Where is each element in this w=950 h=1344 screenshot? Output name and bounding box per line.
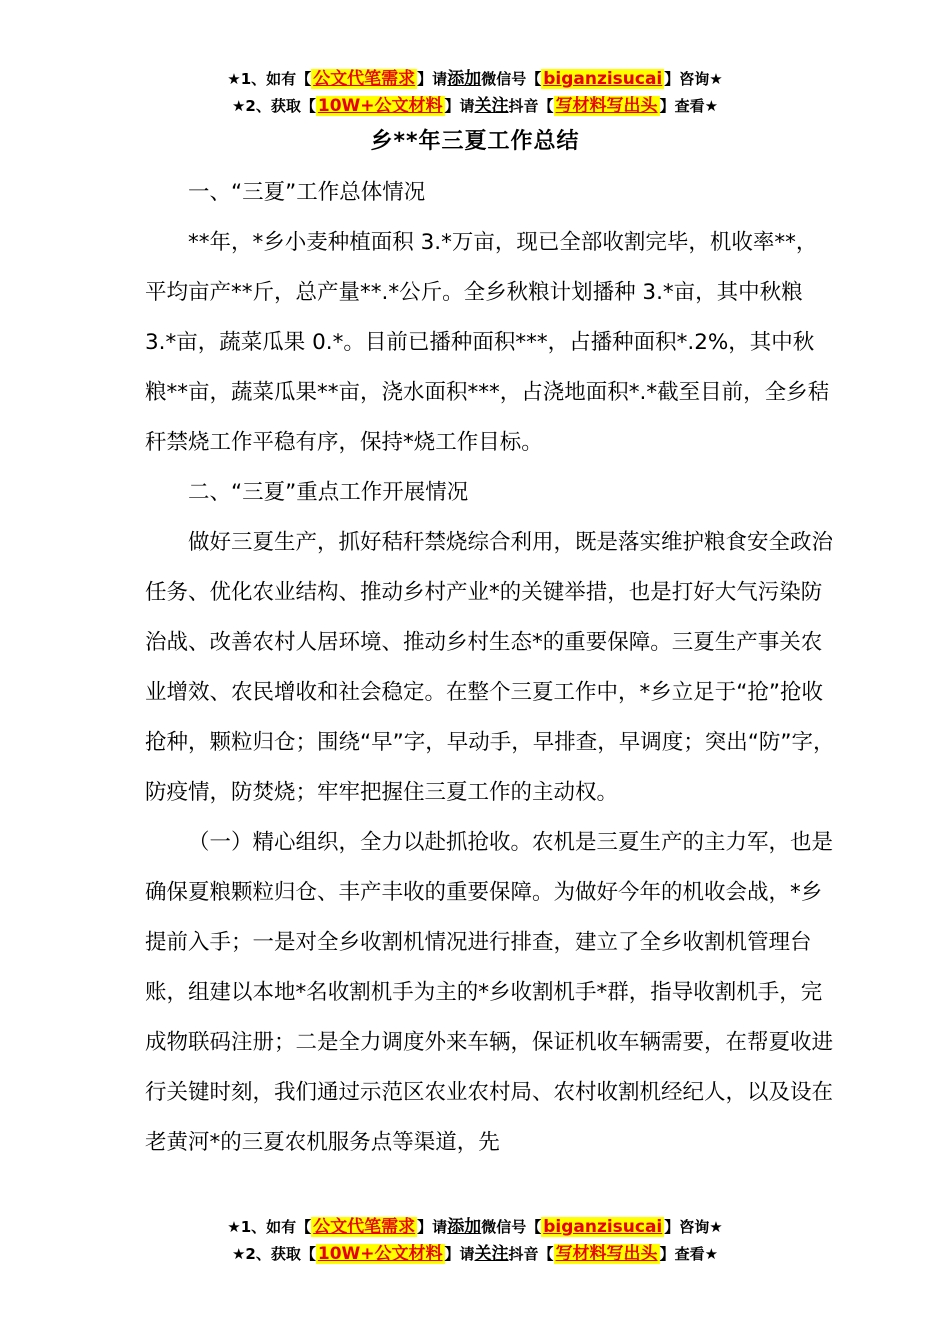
douyin-account: 写材料写出头 bbox=[555, 96, 658, 116]
highlight-text: 10W+公文材料 bbox=[317, 1244, 443, 1264]
underlined-text: 添加 bbox=[447, 1217, 482, 1237]
banner-text: 】请 bbox=[417, 1218, 448, 1236]
banner-line-1 bbox=[0, 1214, 950, 1241]
banner-text: 微信号【 bbox=[481, 70, 542, 88]
banner-text: 】咨询★ bbox=[664, 1218, 723, 1236]
banner-text: ★2、获取【 bbox=[231, 97, 316, 115]
banner-text: 】咨询★ bbox=[664, 70, 723, 88]
body-paragraph: 做好三夏生产，抓好秸秆禁烧综合利用，既是落实维护粮食安全政治任务、优化农业结构、推动乡村产业*的关键举措，也是打好大气污染防治战、改善农村人居环境、推动乡村生态*的重要保障。三夏生产事关农业增效、农民增收和社会稳定。在整个三夏工作中，*乡立足于“抢”抢收抢种，颗粒归仓；围绕“早”字，早动手，早排查，早调度；突出“防”字，防疫情，防焚烧；牢牢把握住三夏工作的主动权。 bbox=[145, 530, 835, 805]
highlight-text: 公文代笔需求 bbox=[313, 69, 416, 89]
section-heading: 二、“三夏”重点工作开展情况 bbox=[188, 480, 469, 505]
banner-text: 】查看★ bbox=[659, 97, 719, 115]
wechat-id: biganzisucai bbox=[543, 1217, 663, 1237]
banner-text: 】请 bbox=[444, 1245, 475, 1263]
banner-text: 】查看★ bbox=[659, 1245, 719, 1263]
banner-text: ★1、如有【 bbox=[227, 70, 312, 88]
document-body bbox=[145, 168, 835, 1168]
body-paragraph: （一）精心组织，全力以赴抓抢收。农机是三夏生产的主力军，也是确保夏粮颗粒归仓、丰产丰收的重要保障。为做好今年的机收会战，*乡提前入手；一是对全乡收割机情况进行排查，建立了全乡收割机管理台账，组建以本地*名收割机手为主的*乡收割机手*群，指导收割机手，完成物联码注册；二是全力调度外来车辆，保证机收车辆需要，在帮夏收进行关键时刻，我们通过示范区农业农村局、农村收割机经纪人，以及设在老黄河*的三夏农机服务点等渠道，先 bbox=[145, 830, 834, 1155]
underlined-text: 关注 bbox=[474, 96, 509, 116]
underlined-text: 添加 bbox=[447, 69, 482, 89]
body-paragraph: **年，*乡小麦种植面积 3.*万亩，现已全部收割完毕，机收率**，平均亩产**斤，总产量**.*公斤。全乡秋粮计划播种 3.*亩，其中秋粮 3.*亩，蔬菜瓜果 0.*。目前已播种面积***，占播种面积*.2%，其中秋粮**亩，蔬菜瓜果**亩，浇水面积***，占浇地面积*.*截至目前，全乡秸秆禁烧工作平稳有序，保持*烧工作目标。 bbox=[145, 230, 830, 455]
banner-line-1 bbox=[0, 66, 950, 93]
douyin-account: 写材料写出头 bbox=[555, 1244, 658, 1264]
highlight-text: 10W+公文材料 bbox=[317, 96, 443, 116]
banner-text: 抖音【 bbox=[508, 97, 554, 115]
banner-text: 】请 bbox=[444, 97, 475, 115]
section-heading: 一、“三夏”工作总体情况 bbox=[188, 180, 426, 205]
highlight-text: 公文代笔需求 bbox=[313, 1217, 416, 1237]
footer-banner bbox=[0, 1214, 950, 1268]
banner-text: ★2、获取【 bbox=[231, 1245, 316, 1263]
banner-text: 微信号【 bbox=[481, 1218, 542, 1236]
wechat-id: biganzisucai bbox=[543, 69, 663, 89]
underlined-text: 关注 bbox=[474, 1244, 509, 1264]
banner-text: ★1、如有【 bbox=[227, 1218, 312, 1236]
header-banner bbox=[0, 66, 950, 120]
banner-text: 】请 bbox=[417, 70, 448, 88]
banner-line-2 bbox=[0, 1241, 950, 1268]
banner-text: 抖音【 bbox=[508, 1245, 554, 1263]
banner-line-2 bbox=[0, 93, 950, 120]
document-title: 乡**年三夏工作总结 bbox=[370, 129, 580, 154]
